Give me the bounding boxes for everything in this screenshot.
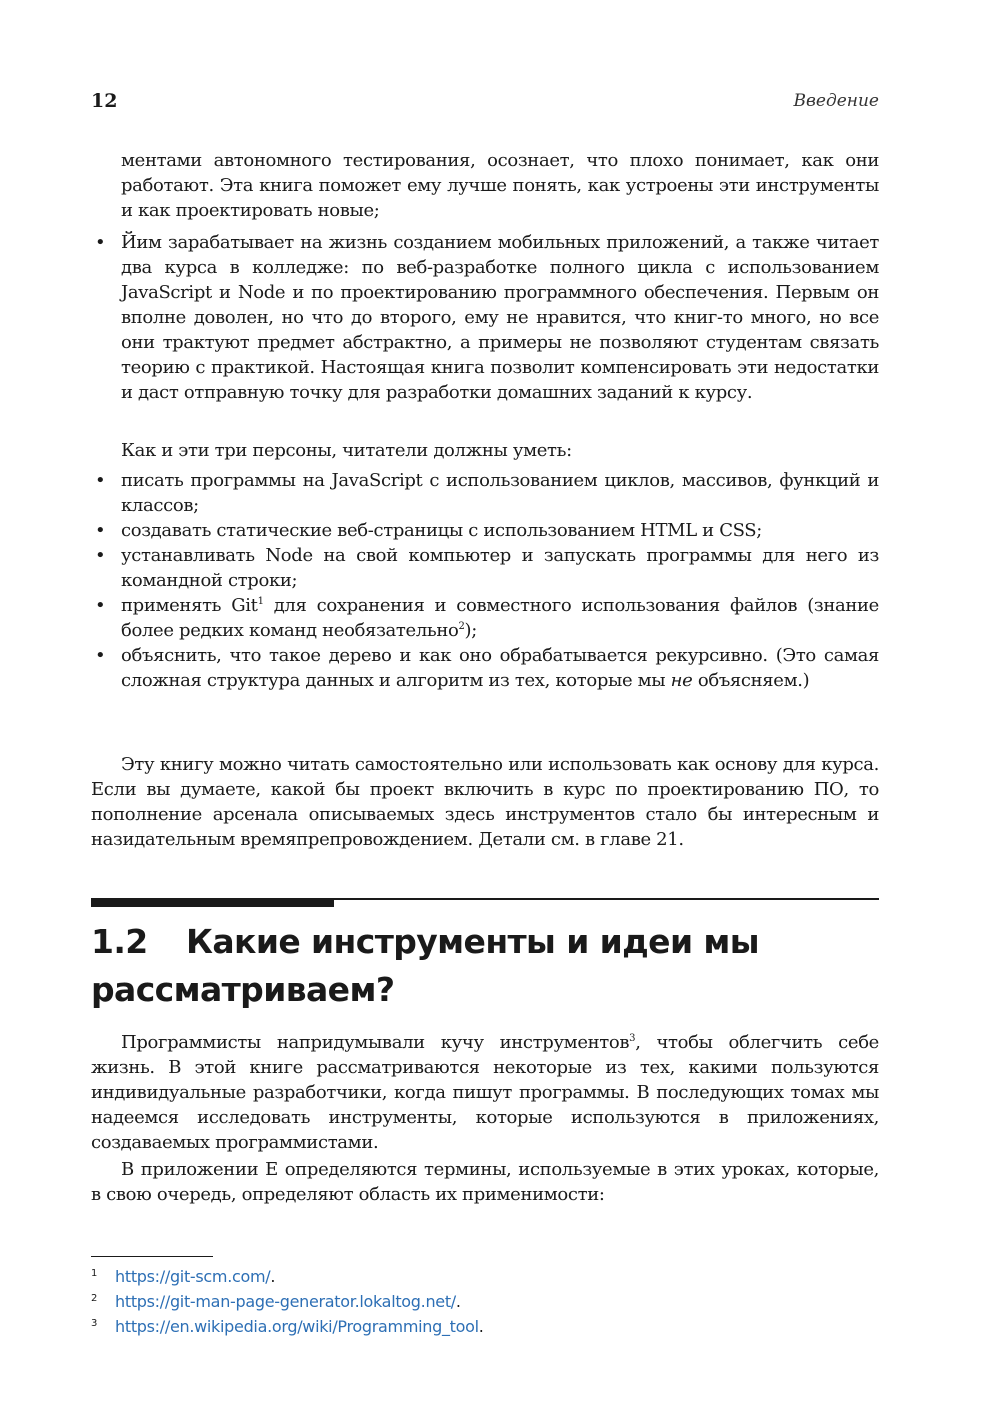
footnote-rule: [91, 1256, 213, 1257]
page-number: 12: [91, 90, 118, 112]
continuation-text: ментами автономного тестирования, осознает, что плохо понимает, как они работают. Эта книга поможет ему лучше понять, как устроены эти инструменты и как проектировать новые;: [121, 150, 879, 221]
skills-list: [91, 468, 879, 693]
list-item-text: писать программы на JavaScript с использованием циклов, массивов, функций и классов;: [121, 470, 879, 516]
section-heading: [91, 918, 879, 1014]
chapter-name: Введение: [793, 91, 879, 111]
list-item: [91, 518, 879, 543]
footnote-link[interactable]: https://git-man-page-generator.lokaltog.net/: [115, 1292, 456, 1311]
footnote: 2 https://git-man-page-generator.lokaltog.net/.: [91, 1289, 879, 1314]
bullet-icon: •: [95, 232, 106, 253]
bullet-icon: •: [95, 545, 106, 566]
footnote-link[interactable]: https://git-scm.com/: [115, 1267, 271, 1286]
section-rule-accent: [91, 900, 334, 907]
list-item-text: объясняем.): [692, 670, 810, 691]
list-item-text: устанавливать Node на свой компьютер и запускать программы для него из командной строки;: [121, 545, 879, 591]
footnote-number: 2: [91, 1293, 98, 1304]
footnote-ref-1[interactable]: 1: [257, 596, 264, 607]
list-item-text: применять Git: [121, 595, 258, 616]
footnote-link[interactable]: https://en.wikipedia.org/wiki/Programming_tool: [115, 1317, 479, 1336]
skills-intro: Как и эти три персоны, читатели должны уметь:: [121, 440, 572, 461]
list-item: [91, 643, 879, 693]
list-item: [91, 230, 879, 405]
bullet-icon: •: [95, 645, 106, 666]
paragraph: Эту книгу можно читать самостоятельно или использовать как основу для курса. Если вы думаете, какой бы проект включить в курс по проектированию ПО, то пополнение арсенала описываемых здесь инструментов стало бы интересным и назидательным времяпрепровождением. Детали см. в главе 21.: [91, 754, 879, 850]
list-item-text: создавать статические веб-страницы с использованием HTML и CSS;: [121, 520, 762, 541]
paragraph: В приложении E определяются термины, используемые в этих уроках, которые, в свою очередь, определяют область их применимости:: [91, 1159, 879, 1205]
list-item: [91, 543, 879, 593]
persona-list: [91, 230, 879, 405]
list-item: [91, 468, 879, 518]
list-item: [91, 593, 879, 643]
paragraph-text: , чтобы облегчить себе жизнь. В этой книге рассматриваются некоторые из тех, какими пользуются индивидуальные разработчики, когда пишут программы. В последующих томах мы надеемся исследовать инструменты, которые используются в приложениях, создаваемых программистами.: [91, 1032, 879, 1153]
footnote-number: 3: [91, 1318, 98, 1329]
bullet-icon: •: [95, 520, 106, 541]
section-number: 1.2: [91, 922, 148, 961]
footnote-number: 1: [91, 1268, 98, 1279]
paragraph-text: Программисты напридумывали кучу инструментов: [121, 1032, 630, 1053]
bullet-icon: •: [95, 470, 106, 491]
footnotes: [91, 1264, 879, 1339]
footnote-ref-3[interactable]: 3: [629, 1033, 636, 1044]
footnote-ref-2[interactable]: 2: [458, 621, 465, 632]
list-item-text: объяснить, что такое дерево и как оно обрабатывается рекурсивно. (Это самая сложная структура данных и алгоритм из тех, которые мы: [121, 645, 879, 691]
emphasis: не: [670, 670, 693, 691]
section-title: Какие инструменты и идеи мы рассматриваем?: [91, 922, 759, 1009]
list-item-text: );: [464, 620, 477, 641]
running-head: [91, 90, 879, 120]
list-item-text: Йим зарабатывает на жизнь созданием мобильных приложений, а также читает два курса в колледже: по веб-разработке полного цикла с использованием JavaScript и Node и по проектированию программного обеспечения. Первым он вполне доволен, но что до второго, ему не нравится, что книг-то много, но все они трактуют предмет абстрактно, а примеры не позволяют студентам связать теорию с практикой. Настоящая книга позволит компенсировать эти недостатки и даст отправную точку для разработки домашних заданий к курсу.: [121, 232, 879, 403]
footnote: 1 https://git-scm.com/.: [91, 1264, 879, 1289]
list-item-text: для сохранения и совместного использования файлов (знание более редких команд необязательно: [121, 595, 879, 641]
bullet-icon: •: [95, 595, 106, 616]
paragraph: [91, 1030, 879, 1155]
footnote: 3 https://en.wikipedia.org/wiki/Programming_tool.: [91, 1314, 879, 1339]
